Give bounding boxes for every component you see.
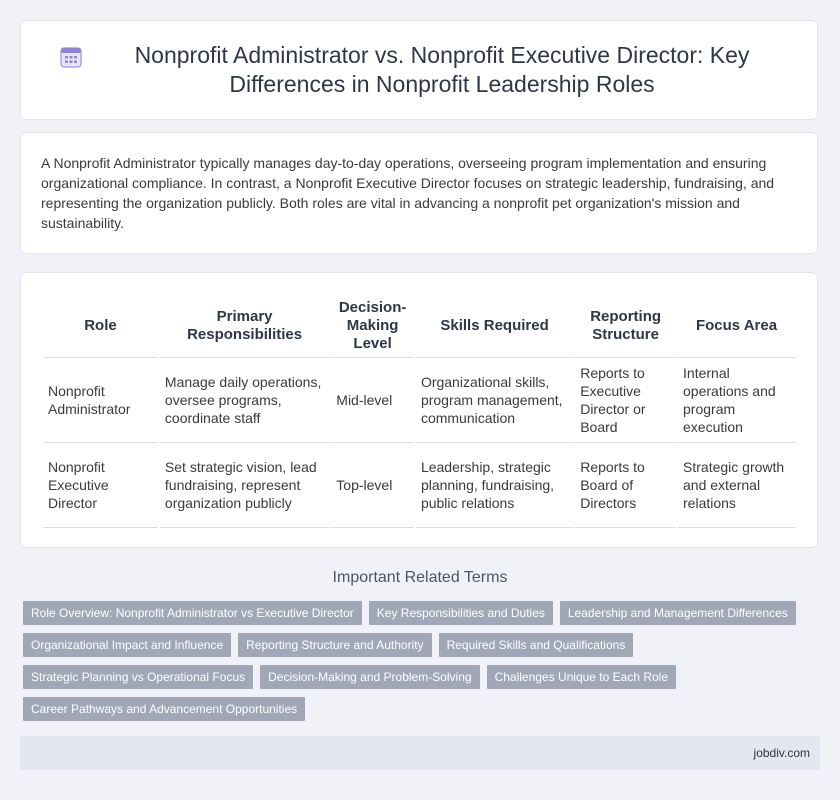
- table-cell-reporting: Reports to Executive Director or Board: [575, 358, 676, 443]
- table-cell-role: Nonprofit Administrator: [43, 358, 158, 443]
- table-cell-decision-level: Mid-level: [331, 358, 414, 443]
- related-term-tag[interactable]: Strategic Planning vs Operational Focus: [23, 665, 253, 689]
- related-terms-tags: [23, 601, 823, 729]
- related-term-tag[interactable]: Key Responsibilities and Duties: [369, 601, 553, 625]
- column-header-decision-level: Decision-Making Level: [331, 293, 414, 358]
- related-term-tag[interactable]: Reporting Structure and Authority: [238, 633, 431, 657]
- column-header-reporting: Reporting Structure: [575, 293, 676, 358]
- title-wrap: [59, 41, 779, 99]
- page-title: Nonprofit Administrator vs. Nonprofit Executive Director: Key Differences in Nonprofit Leadership Roles: [134, 42, 750, 97]
- table-cell-skills: Leadership, strategic planning, fundraising, public relations: [416, 443, 573, 528]
- related-term-tag[interactable]: Required Skills and Qualifications: [439, 633, 634, 657]
- column-header-responsibilities: Primary Responsibilities: [160, 293, 329, 358]
- intro-card: [20, 132, 818, 254]
- table-header-row: [43, 293, 795, 358]
- title-card: [20, 20, 818, 120]
- footer: [20, 736, 820, 770]
- footer-site-link[interactable]: jobdiv.com: [753, 746, 810, 760]
- intro-paragraph: A Nonprofit Administrator typically manages day-to-day operations, overseeing program implementation and ensuring organizational compliance. In contrast, a Nonprofit Executive Director focuses on strategic leadership, fundraising, and representing the organization publicly. Both roles are vital in advancing a nonprofit pet organization's mission and sustainability.: [41, 155, 775, 231]
- comparison-table-card: [20, 272, 818, 548]
- related-terms-heading: Important Related Terms: [332, 569, 508, 586]
- table-cell-responsibilities: Manage daily operations, oversee programs, coordinate staff: [160, 358, 329, 443]
- column-header-role: Role: [43, 293, 158, 358]
- related-term-tag[interactable]: Decision-Making and Problem-Solving: [260, 665, 479, 689]
- table-cell-role: Nonprofit Executive Director: [43, 443, 158, 528]
- table-cell-decision-level: Top-level: [331, 443, 414, 528]
- comparison-table: [41, 293, 797, 528]
- column-header-focus: Focus Area: [678, 293, 795, 358]
- table-cell-focus: Internal operations and program execution: [678, 358, 795, 443]
- calendar-icon: [59, 45, 83, 69]
- related-term-tag[interactable]: Leadership and Management Differences: [560, 601, 796, 625]
- table-cell-reporting: Reports to Board of Directors: [575, 443, 676, 528]
- related-term-tag[interactable]: Challenges Unique to Each Role: [487, 665, 676, 689]
- table-row: [43, 358, 795, 443]
- table-row: [43, 443, 795, 528]
- related-term-tag[interactable]: Role Overview: Nonprofit Administrator vs Executive Director: [23, 601, 362, 625]
- table-cell-responsibilities: Set strategic vision, lead fundraising, represent organization publicly: [160, 443, 329, 528]
- table-cell-focus: Strategic growth and external relations: [678, 443, 795, 528]
- column-header-skills: Skills Required: [416, 293, 573, 358]
- table-cell-skills: Organizational skills, program management, communication: [416, 358, 573, 443]
- related-term-tag[interactable]: Organizational Impact and Influence: [23, 633, 231, 657]
- related-term-tag[interactable]: Career Pathways and Advancement Opportunities: [23, 697, 305, 721]
